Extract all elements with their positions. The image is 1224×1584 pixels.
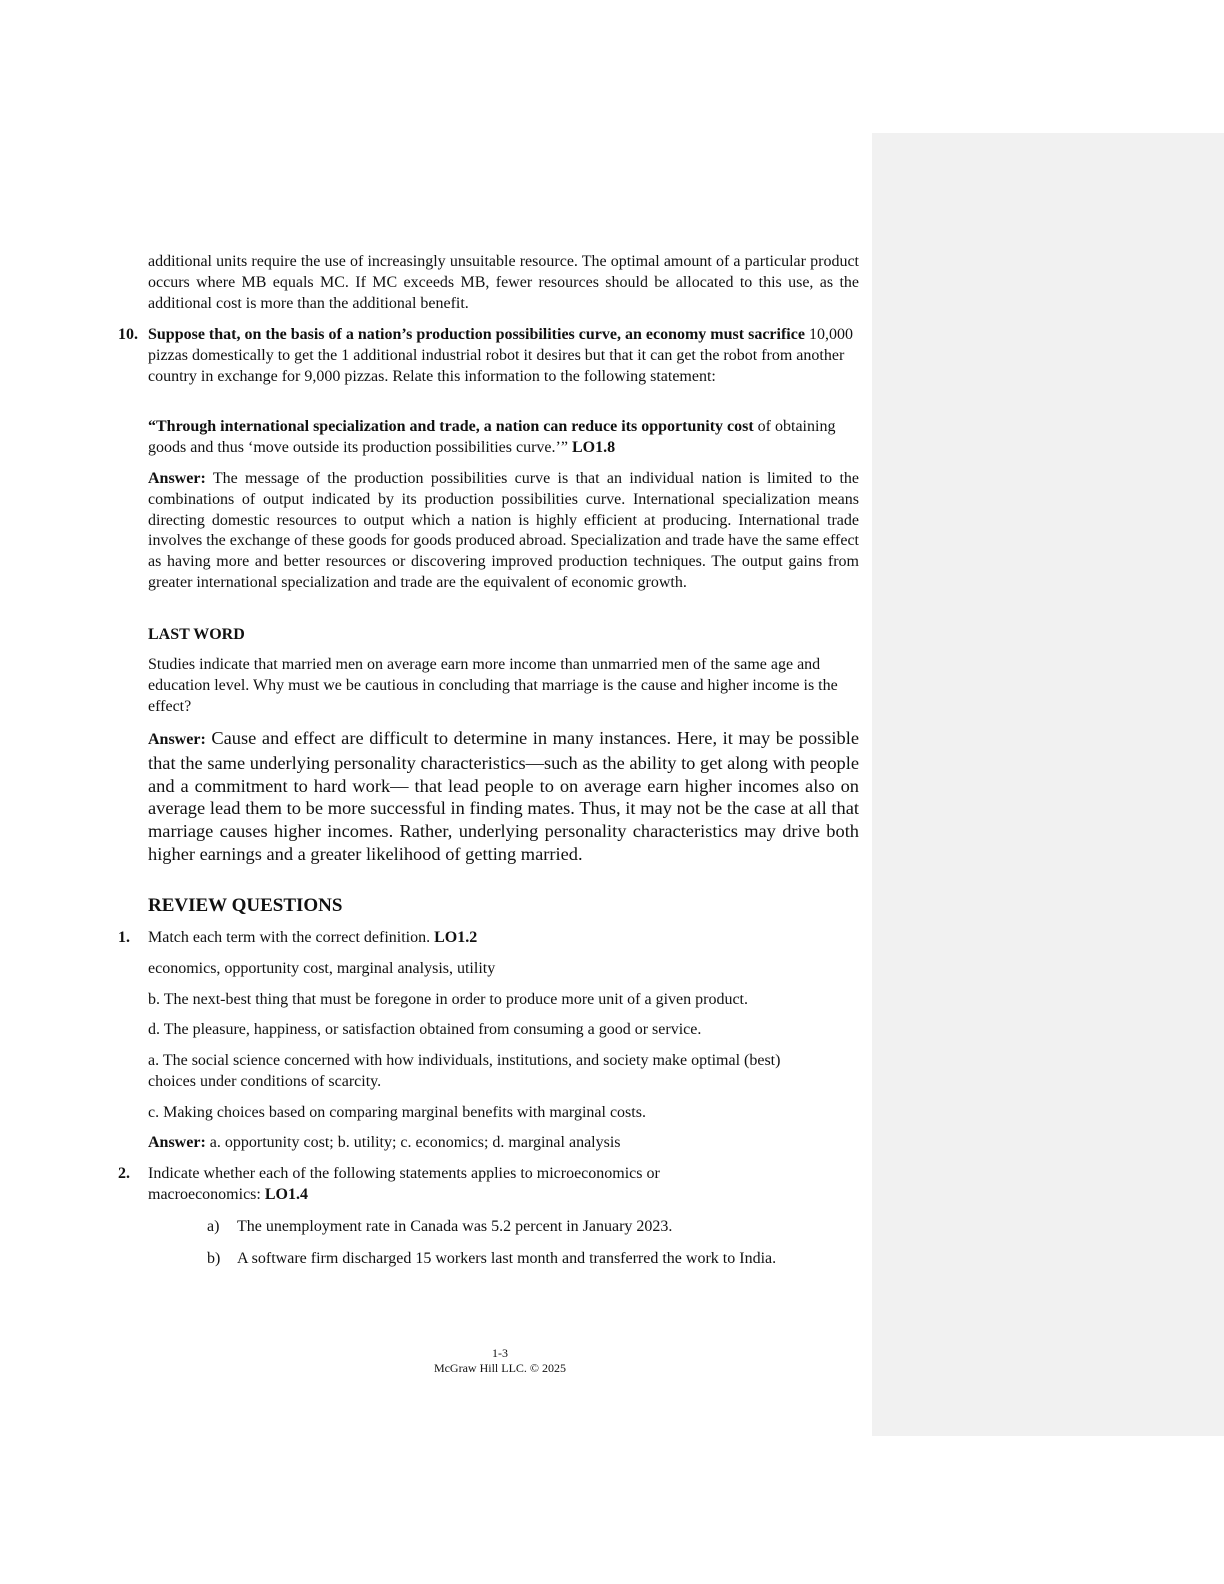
footer-page-number: 1-3 (492, 1346, 508, 1360)
review-q2-question: Indicate whether each of the following statements applies to microeconomics or macroeconomics: (148, 1165, 660, 1203)
review-q1-terms: economics, opportunity cost, marginal analysis, utility (148, 960, 496, 977)
review-questions-heading: REVIEW QUESTIONS (148, 895, 343, 916)
intro-paragraph: additional units require the use of increasingly unsuitable resource. The optimal amount of a particular product occurs where MB equals MC. If MC exceeds MB, fewer resources should be allocated to this use, as the additional cost is more than the additional benefit. (148, 253, 859, 312)
q10-question (148, 325, 859, 387)
footer-copyright: McGraw Hill LLC. © 2025 (433, 1361, 567, 1375)
review-q1-def-c: c. Making choices based on comparing marginal benefits with marginal costs. (148, 1104, 646, 1121)
q10-answer (148, 469, 859, 594)
q10-quote-rest: of obtaining goods and thus ‘move outside its production possibilities curve.’” (148, 418, 836, 456)
last-word-answer (148, 727, 859, 866)
review-q1-answer-text: a. opportunity cost; b. utility; c. economics; d. marginal analysis (205, 1134, 621, 1151)
review-q1-def-a: a. The social science concerned with how individuals, institutions, and society make optimal (best) choices under conditions of scarcity. (148, 1052, 781, 1090)
review-q2-text (148, 1164, 748, 1206)
comment-pane (872, 133, 1224, 1436)
q10-lo: LO1.8 (571, 438, 616, 456)
review-q1-def-d: d. The pleasure, happiness, or satisfaction obtained from consuming a good or service. (148, 1021, 702, 1038)
q10-answer-text: The message of the production possibilities curve is that an individual nation is limited to the combinations of output indicated by its production possibilities curve. International specialization means directing domestic resources to output which a nation is highly efficient at producing. International trade involves the exchange of these goods for goods produced abroad. Specialization and trade have the same effect as having more and better resources or discovering improved production techniques. The output gains from greater international specialization and trade are the equivalent of economic growth. (148, 470, 859, 591)
last-word-question: Studies indicate that married men on average earn more income than unmarried men of the same age and education level. Why must we be cautious in concluding that marriage is the cause and higher income is the effect? (148, 656, 838, 715)
q10-answer-label: Answer: (148, 470, 206, 487)
last-word-heading: LAST WORD (148, 626, 245, 643)
review-q1-answer-label: Answer: (148, 1134, 206, 1151)
review-q2-item-a-label: a) (207, 1218, 220, 1235)
last-word-answer-label: Answer: (148, 731, 206, 748)
review-q1-number: 1. (118, 929, 130, 946)
review-q2-item-b-text: A software firm discharged 15 workers last month and transferred the work to India. (237, 1250, 777, 1267)
review-q1-text (148, 928, 859, 949)
last-word-answer-text: Cause and effect are difficult to determine in many instances. Here, it may be possible that the same underlying personality characteristics—such as the ability to get along with people and a commitment to hard work— that lead people to on average earn higher incomes also on average lead them to be more successful in finding mates. Thus, it may not be the case at all that marriage causes higher incomes. Rather, underlying personality characteristics may drive both higher earnings and a greater likelihood of getting married. (148, 728, 859, 864)
q10-number: 10. (118, 326, 138, 343)
review-q1-lo: LO1.2 (434, 929, 478, 946)
review-q2-lo: LO1.4 (264, 1185, 308, 1203)
review-q1-answer (148, 1133, 859, 1154)
review-q2-item-a-text: The unemployment rate in Canada was 5.2 percent in January 2023. (237, 1218, 673, 1235)
q10-quote (148, 417, 859, 459)
review-q2-item-b-label: b) (207, 1250, 221, 1267)
review-q1-def-b: b. The next-best thing that must be foregone in order to produce more unit of a given product. (148, 991, 748, 1008)
q10-quote-bold: “Through international specialization and trade, a nation can reduce its opportunity cost (148, 418, 754, 435)
review-q1-question: Match each term with the correct definition. (148, 929, 431, 946)
q10-question-rest: 10,000 pizzas domestically to get the 1 additional industrial robot it desires but that it can get the robot from another country in exchange for 9,000 pizzas. Relate this information to the following statement: (148, 326, 853, 385)
review-q2-number: 2. (118, 1165, 130, 1182)
q10-question-bold: Suppose that, on the basis of a nation’s production possibilities curve, an economy must sacrifice (148, 326, 805, 343)
